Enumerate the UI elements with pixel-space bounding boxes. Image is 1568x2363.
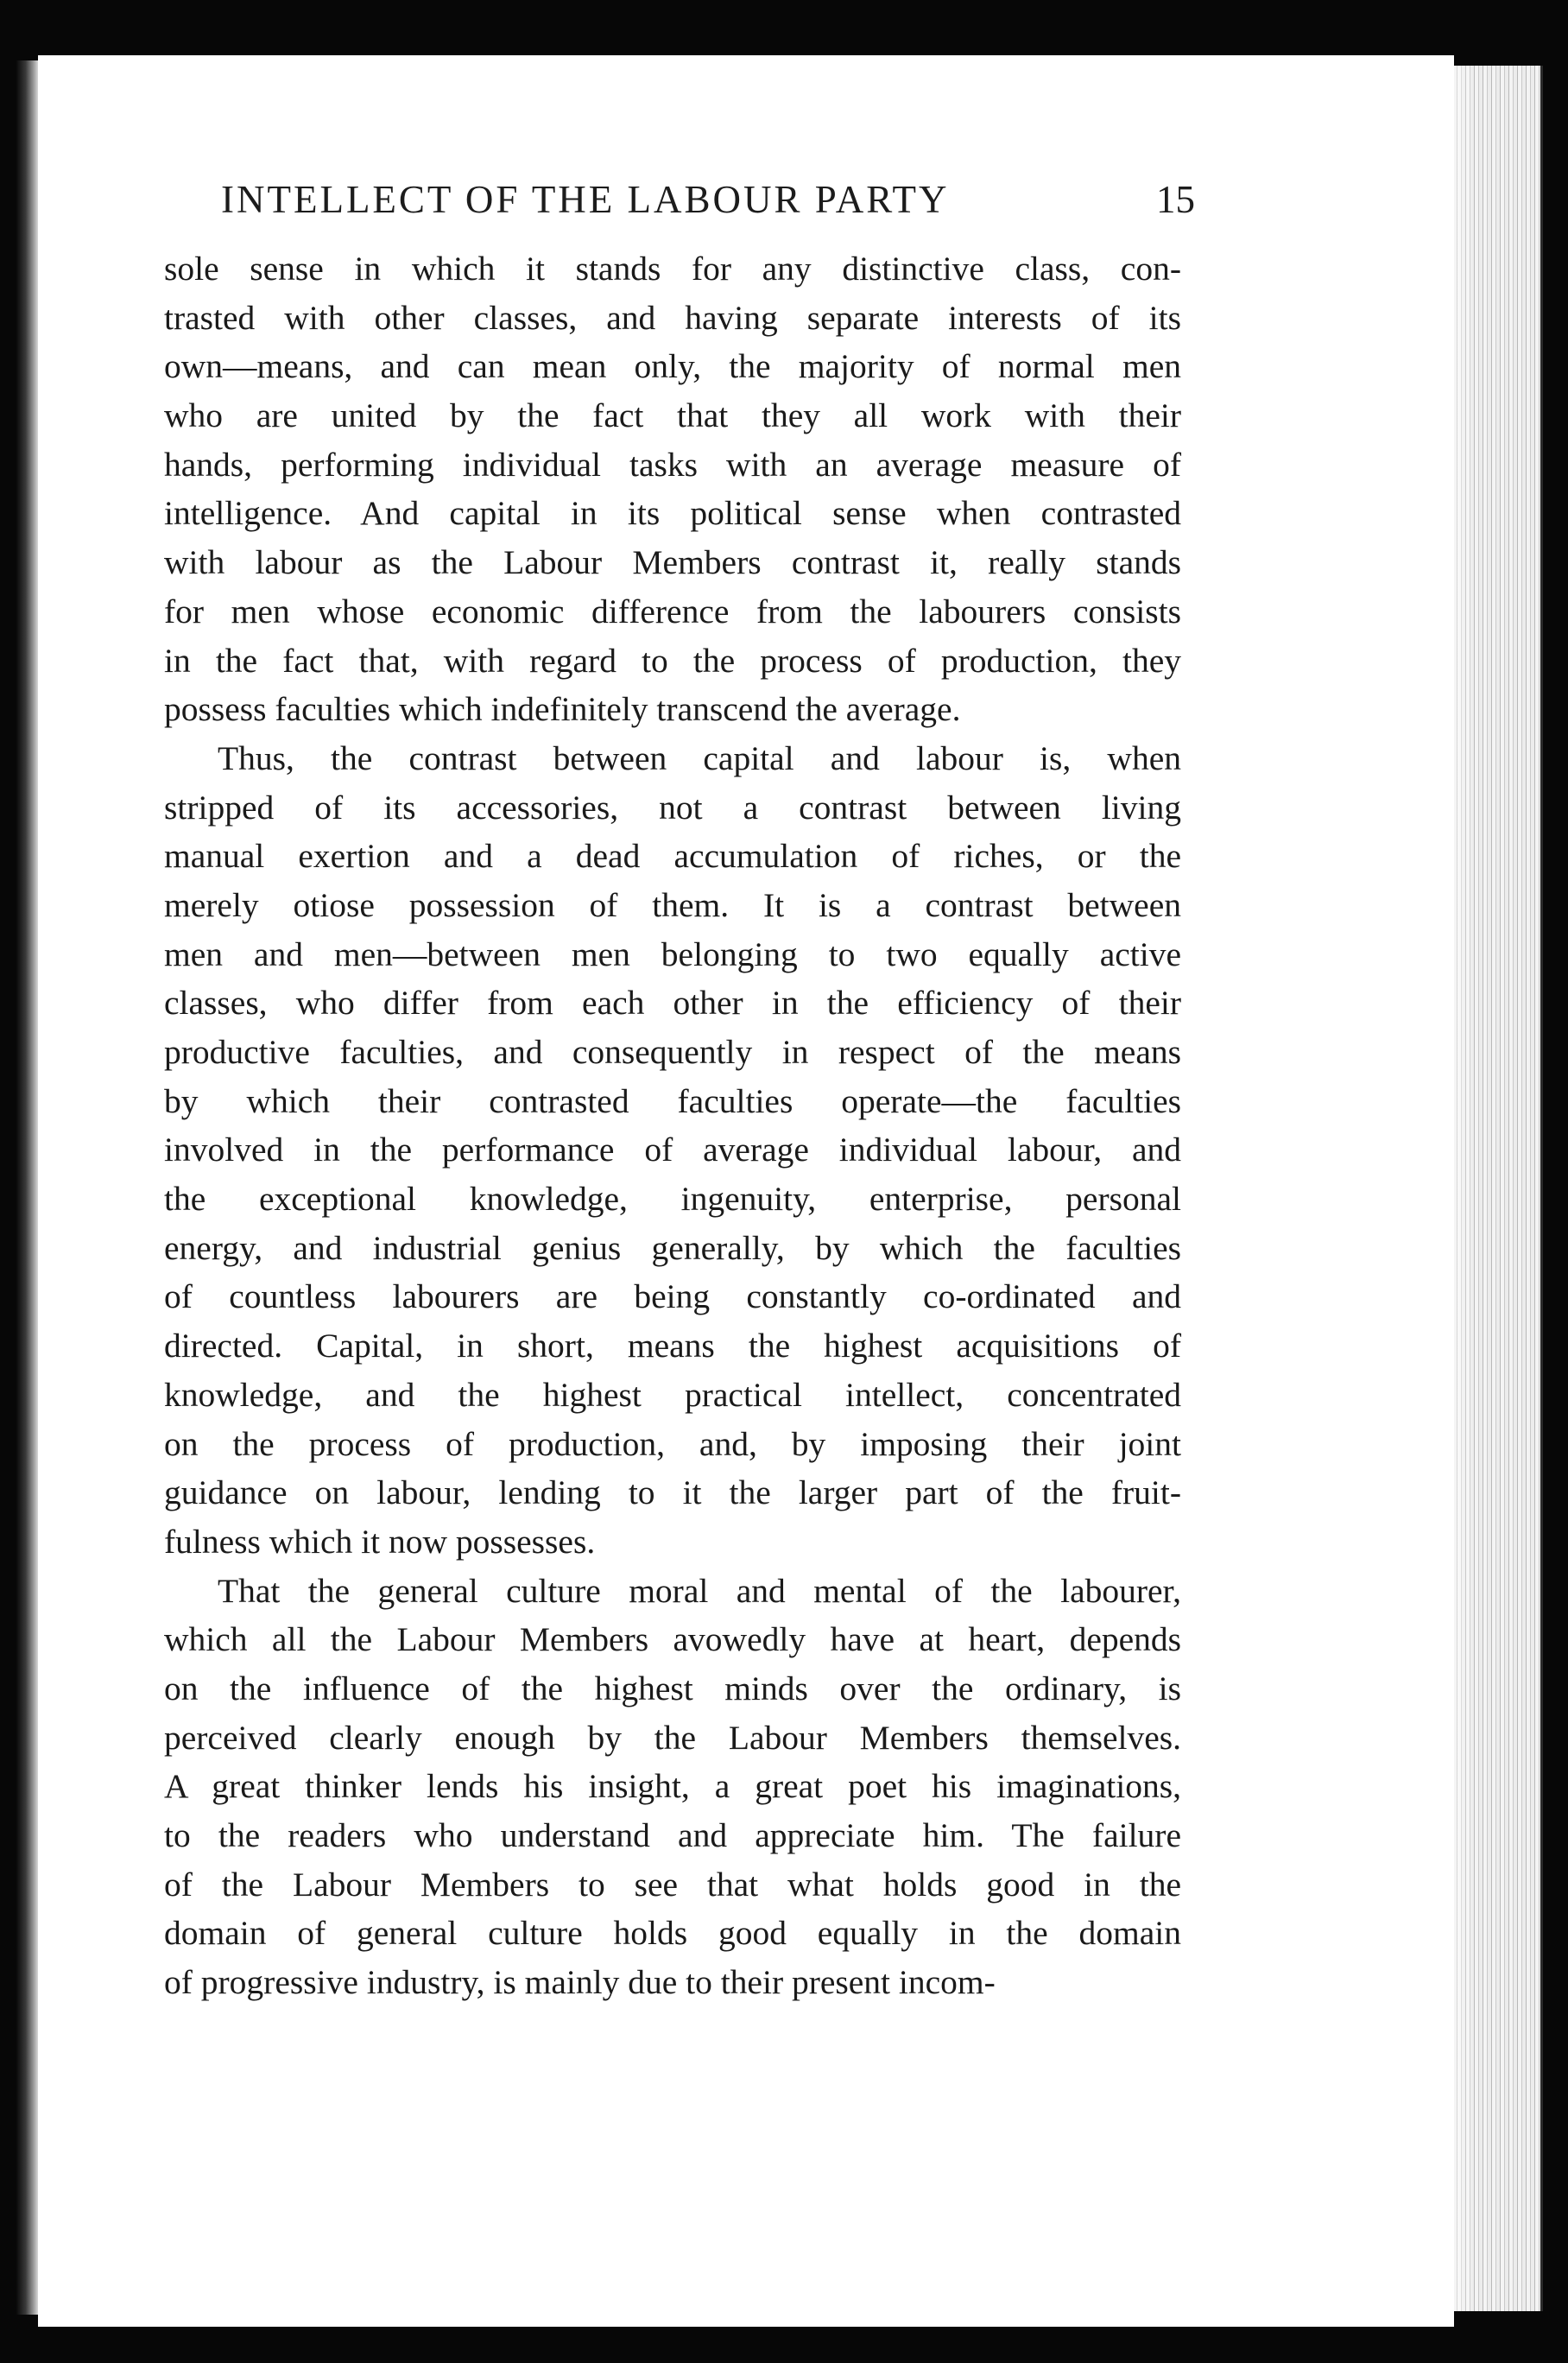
text-line: Thus, the contrast between capital and labour is, when <box>218 738 1181 777</box>
text-line: guidance on labour, lending to it the larger part of the fruit- <box>164 1473 1181 1512</box>
text-line: by which their contrasted faculties operate—the faculties <box>164 1081 1181 1120</box>
text-line: own—means, and can mean only, the majority of normal men <box>164 347 1181 386</box>
text-line: merely otiose possession of them. It is a contrast between <box>164 885 1181 924</box>
running-head-title: INTELLECT OF THE LABOUR PARTY <box>221 178 950 221</box>
text-line: That the general culture moral and mental of the labourer, <box>218 1571 1181 1610</box>
text-line: hands, performing individual tasks with an average measure of <box>164 445 1181 484</box>
text-line: of countless labourers are being constantly co-ordinated and <box>164 1277 1181 1316</box>
book-spine-edge <box>16 60 38 2315</box>
text-line: involved in the performance of average individual labour, and <box>164 1131 1181 1169</box>
text-line: perceived clearly enough by the Labour Members themselves. <box>164 1718 1181 1757</box>
page-number: 15 <box>1156 178 1195 221</box>
text-line: on the influence of the highest minds over the ordinary, is <box>164 1669 1181 1707</box>
body-text <box>164 244 1181 2007</box>
text-line: on the process of production, and, by imposing their joint <box>164 1424 1181 1463</box>
running-head <box>221 177 1195 229</box>
text-line: for men whose economic difference from the labourers consists <box>164 592 1181 630</box>
text-line: trasted with other classes, and having separate interests of its <box>164 298 1181 337</box>
text-line: directed. Capital, in short, means the highest acquisitions of <box>164 1327 1181 1365</box>
page-stack-edge <box>1440 66 1543 2311</box>
text-line: domain of general culture holds good equally in the domain <box>164 1914 1181 1953</box>
text-line: which all the Labour Members avowedly have at heart, depends <box>164 1620 1181 1659</box>
text-line: of the Labour Members to see that what holds good in the <box>164 1865 1181 1904</box>
text-line: sole sense in which it stands for any distinctive class, con- <box>164 250 1181 288</box>
text-line: productive faculties, and consequently in respect of the means <box>164 1033 1181 1071</box>
text-line: manual exertion and a dead accumulation of riches, or the <box>164 837 1181 876</box>
paragraph <box>164 1567 1181 2007</box>
text-line: men and men—between men belonging to two equally active <box>164 934 1181 973</box>
text-line: fulness which it now possesses. <box>164 1522 596 1561</box>
paragraph <box>164 244 1181 734</box>
text-line: classes, who differ from each other in the efficiency of their <box>164 984 1181 1023</box>
paragraph <box>164 734 1181 1567</box>
text-line: energy, and industrial genius generally, by which the faculties <box>164 1228 1181 1267</box>
text-line: in the fact that, with regard to the process of production, they <box>164 641 1181 680</box>
text-line: who are united by the fact that they all work with their <box>164 396 1181 435</box>
text-line: stripped of its accessories, not a contrast between living <box>164 788 1181 827</box>
text-line: to the readers who understand and appreciate him. The failure <box>164 1816 1181 1854</box>
text-line: the exceptional knowledge, ingenuity, enterprise, personal <box>164 1180 1181 1219</box>
text-line: A great thinker lends his insight, a great poet his imaginations, <box>164 1767 1181 1806</box>
text-line: intelligence. And capital in its political sense when contrasted <box>164 494 1181 533</box>
text-line: with labour as the Labour Members contrast it, really stands <box>164 543 1181 582</box>
text-line: knowledge, and the highest practical intellect, concentrated <box>164 1375 1181 1414</box>
text-line: of progressive industry, is mainly due to their present incom- <box>164 1963 996 2002</box>
text-line: possess faculties which indefinitely transcend the average. <box>164 690 961 729</box>
